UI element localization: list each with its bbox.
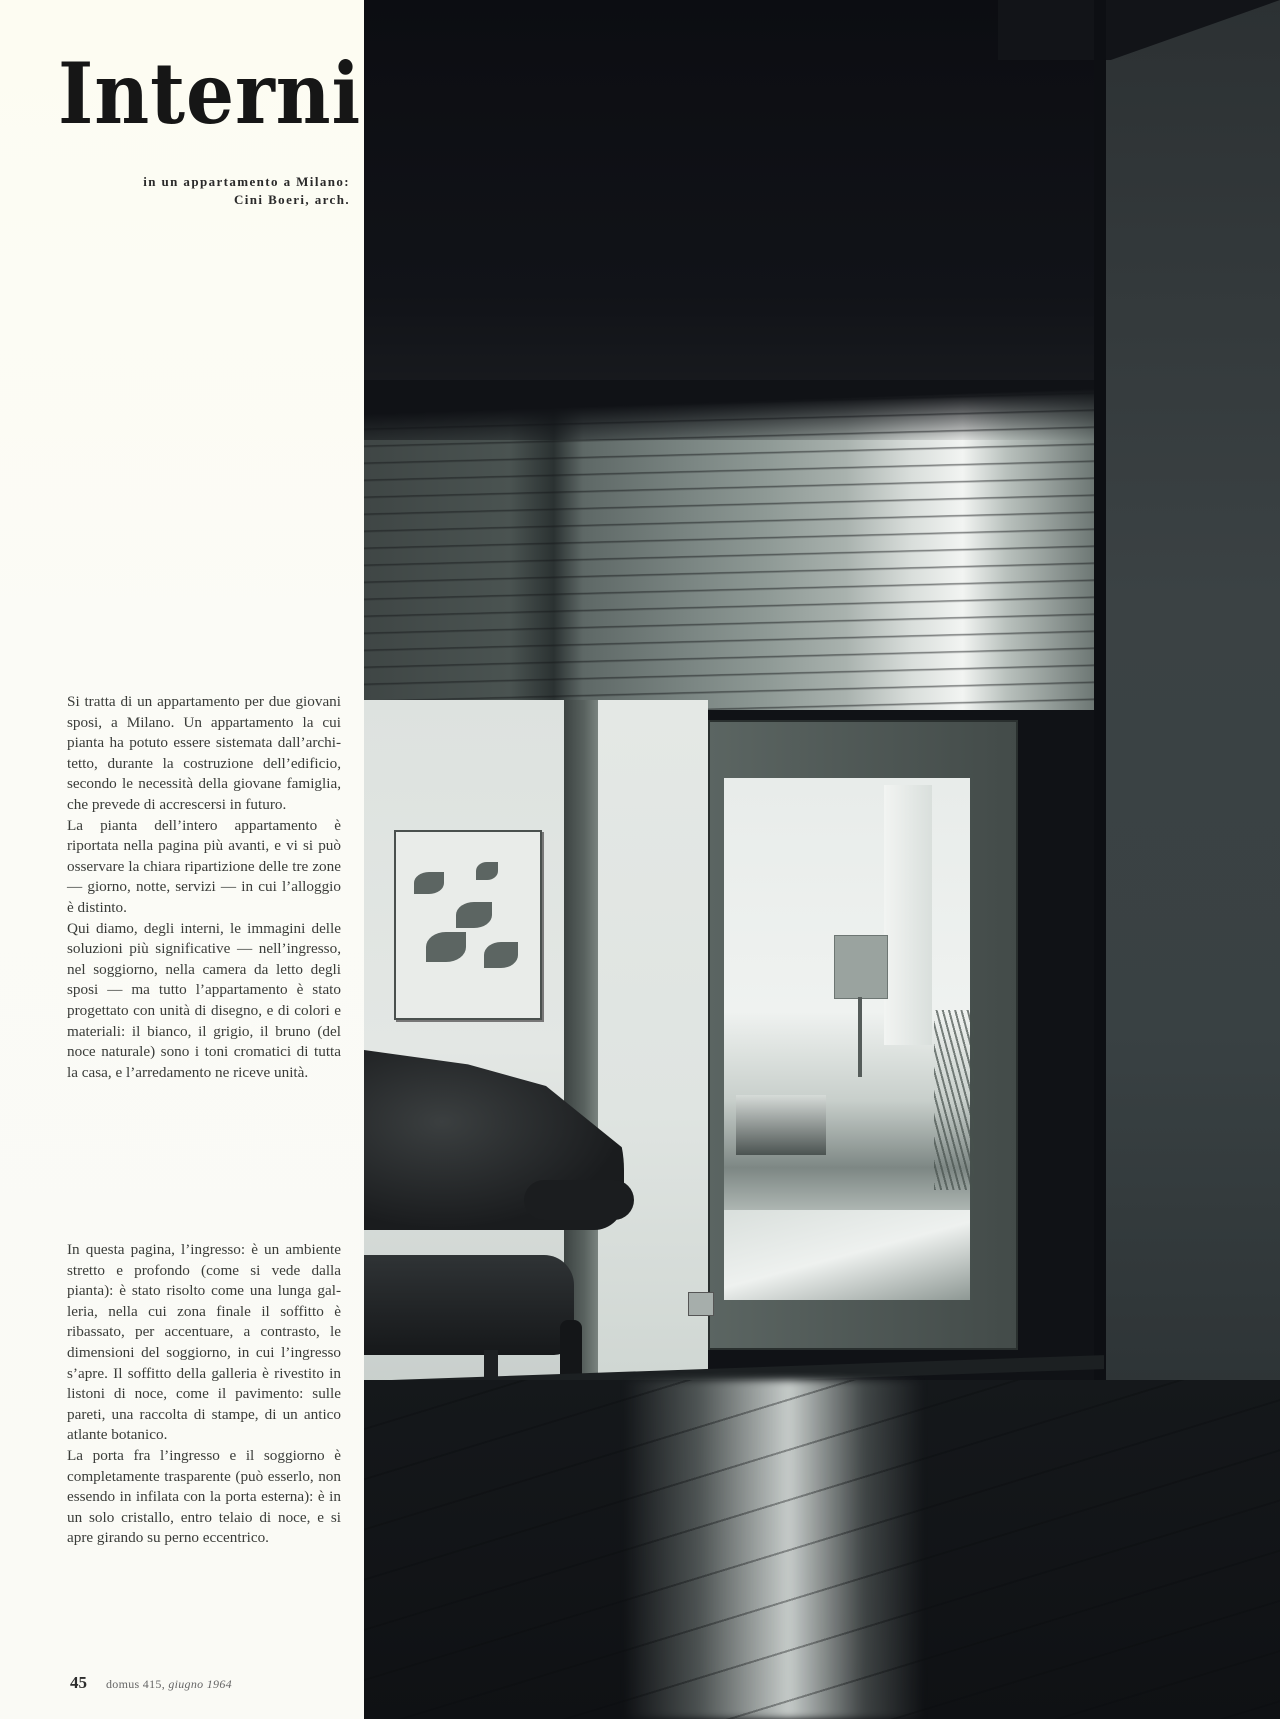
interior-photograph <box>364 0 1280 1719</box>
leaf-icon <box>484 942 518 968</box>
paragraph: Qui diamo, degli interni, le immagini delle soluzioni più significative — nell’ingresso, nel soggiorno, nella camera da letto degli sposi — ma tutto l’appartamento è stato progettato con unità di disegno, e di colori e materiali: il bianco, il grigio, il bruno (del noce naturale) sono i toni cromatici di tutta la casa, e l’arredamento ne riceve unità. <box>67 919 341 1081</box>
leaf-icon <box>414 872 444 894</box>
paragraph: La porta fra l’ingresso e il soggiorno è completamente trasparente (può esserlo, non essendo in infilata con la porta esterna): è in un solo cristallo, entro telaio di noce, e si apre girando su perno eccentrico. <box>67 1446 341 1547</box>
coffee-table <box>736 1095 826 1155</box>
plant-icon <box>934 1010 974 1190</box>
living-room-column <box>884 785 932 1045</box>
issue-date: giugno 1964 <box>168 1677 232 1691</box>
settee-seat <box>364 1255 574 1355</box>
ceiling-shadow <box>364 380 1100 440</box>
article-title: Interni <box>58 44 362 143</box>
paragraph: Si tratta di un appartamento per due giovani sposi, a Milano. Un appartamento la cui pianta ha potuto essere sistemata dall’architetto, durante la costruzione dell’edificio, secondo le necessità della giovane famiglia, che prevede di accrescersi in futuro. <box>67 693 341 813</box>
subtitle-author: Cini Boeri, arch. <box>234 192 350 207</box>
leaf-icon <box>476 862 498 880</box>
botanical-print <box>394 830 542 1020</box>
floor-planks <box>364 1380 1280 1719</box>
lamp-icon <box>834 935 888 999</box>
leaf-icon <box>456 902 492 928</box>
living-room-floor <box>724 1210 970 1300</box>
page-number: 45 <box>70 1673 87 1692</box>
article-subtitle <box>60 173 350 209</box>
text-column <box>0 0 364 1719</box>
caption-text <box>67 1240 341 1549</box>
dark-ceiling <box>364 0 1100 420</box>
page-footer <box>70 1673 232 1693</box>
intro-text <box>67 692 341 1083</box>
settee-armrest <box>524 1180 634 1220</box>
subtitle-line: in un appartamento a Milano: <box>143 174 350 189</box>
magazine-name <box>106 1677 232 1691</box>
paragraph: In questa pagina, l’ingresso: è un ambiente stretto e profondo (come si vede dalla pianta): è stato risolto come una lunga galleria, nella cui zona finale il soffitto è ribassato, per accentuare, a contrasto, le dimensioni del soggiorno, in cui l’ingresso s’apre. Il soffitto della galleria è rivestito in listoni di noce, come il pavimento: sulle pareti, una raccolta di stampe, di un antico atlante botanico. <box>67 1241 341 1444</box>
light-switch <box>688 1292 714 1316</box>
magazine-issue: domus 415, <box>106 1677 166 1691</box>
middle-wall <box>598 700 708 1390</box>
paragraph: La pianta dell’intero appartamento è riportata nella pagina più avanti, e vi si può osservare la chiara ripartizione delle tre zone — giorno, notte, servizi — in cui l’alloggio è distinto. <box>67 816 341 916</box>
lamp-stem <box>858 997 862 1077</box>
leaf-icon <box>426 932 466 962</box>
